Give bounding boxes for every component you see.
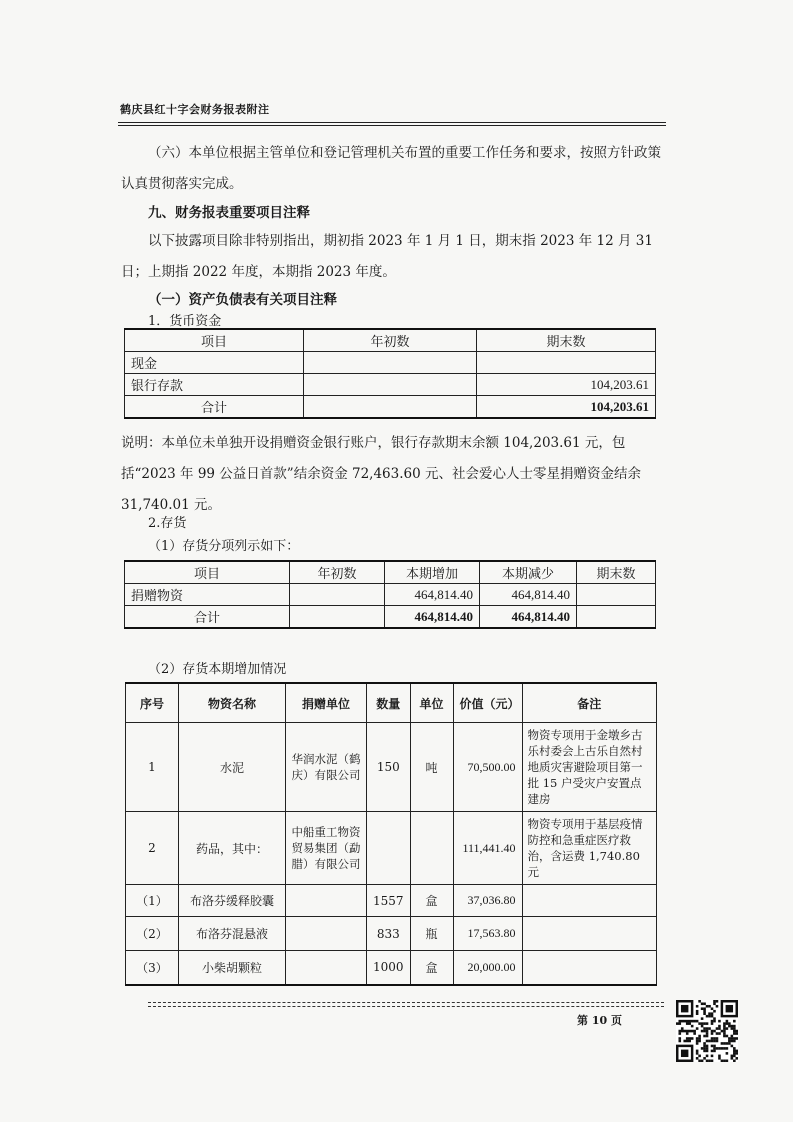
table-row bbox=[126, 723, 657, 812]
subsection-1-heading: （一）资产负债表有关项目注释 bbox=[148, 292, 337, 308]
cell-no: （3） bbox=[126, 951, 179, 985]
cell-begin bbox=[304, 396, 477, 419]
cell-note bbox=[522, 951, 656, 985]
cell-qty: 833 bbox=[367, 917, 411, 951]
cell-donor bbox=[286, 885, 367, 917]
cell-qty: 1000 bbox=[367, 951, 411, 985]
qr-code-icon bbox=[676, 1000, 738, 1062]
cell-value: 20,000.00 bbox=[453, 951, 522, 985]
cell-increase: 464,814.40 bbox=[385, 584, 480, 606]
table-total-row bbox=[125, 396, 656, 419]
cell-qty: 1557 bbox=[367, 885, 411, 917]
paragraph-task-completion: （六）本单位根据主管单位和登记管理机关布置的重要工作任务和要求，按照方针政策认真贯彻落实完成。 bbox=[121, 145, 661, 192]
col-header-increase: 本期增加 bbox=[385, 561, 480, 584]
table-header-row bbox=[125, 329, 656, 352]
cell-unit: 盒 bbox=[410, 885, 453, 917]
inventory-additions-table bbox=[125, 682, 657, 986]
cell-end bbox=[577, 584, 656, 606]
table-row bbox=[125, 374, 656, 396]
section-9-heading: 九、财务报表重要项目注释 bbox=[148, 205, 310, 221]
cell-end: 104,203.61 bbox=[477, 396, 656, 419]
col-header-name: 物资名称 bbox=[179, 683, 286, 723]
cash-table bbox=[124, 328, 656, 419]
cell-note: 物资专项用于金墩乡古乐村委会上古乐自然村地质灾害避险项目第一批 15 户受灾户安置点建房 bbox=[522, 723, 656, 812]
col-header-begin: 年初数 bbox=[290, 561, 385, 584]
cell-end bbox=[577, 606, 656, 629]
col-header-no: 序号 bbox=[126, 683, 179, 723]
header-rule-thin bbox=[118, 125, 666, 126]
col-header-end: 期末数 bbox=[477, 329, 656, 352]
table-row bbox=[125, 352, 656, 374]
table-header-row bbox=[125, 561, 656, 584]
col-header-decrease: 本期减少 bbox=[480, 561, 577, 584]
col-header-value: 价值（元） bbox=[453, 683, 522, 723]
cell-item: 现金 bbox=[125, 352, 304, 374]
cell-name: 布洛芬缓释胶囊 bbox=[179, 885, 286, 917]
cell-no: 2 bbox=[126, 812, 179, 885]
cell-begin bbox=[304, 352, 477, 374]
cell-decrease: 464,814.40 bbox=[480, 606, 577, 629]
cell-donor: 华润水泥（鹤庆）有限公司 bbox=[286, 723, 367, 812]
cell-note bbox=[522, 885, 656, 917]
cell-donor bbox=[286, 917, 367, 951]
cell-unit bbox=[410, 812, 453, 885]
cell-value: 111,441.40 bbox=[453, 812, 522, 885]
cell-item: 合计 bbox=[125, 606, 290, 629]
cell-no: （2） bbox=[126, 917, 179, 951]
cell-item: 银行存款 bbox=[125, 374, 304, 396]
table-header-row bbox=[126, 683, 657, 723]
col-header-item: 项目 bbox=[125, 561, 290, 584]
cell-name: 水泥 bbox=[179, 723, 286, 812]
cell-value: 17,563.80 bbox=[453, 917, 522, 951]
footer-rule-2 bbox=[148, 1006, 664, 1007]
col-header-qty: 数量 bbox=[367, 683, 411, 723]
cell-value: 70,500.00 bbox=[453, 723, 522, 812]
cell-donor bbox=[286, 951, 367, 985]
col-header-end: 期末数 bbox=[577, 561, 656, 584]
col-header-unit: 单位 bbox=[410, 683, 453, 723]
col-header-note: 备注 bbox=[522, 683, 656, 723]
col-header-begin: 年初数 bbox=[304, 329, 477, 352]
footer-rule bbox=[148, 1002, 664, 1003]
cell-begin bbox=[290, 584, 385, 606]
table-row bbox=[126, 951, 657, 985]
cell-note bbox=[522, 917, 656, 951]
table-row bbox=[126, 812, 657, 885]
cell-item: 捐赠物资 bbox=[125, 584, 290, 606]
table-row bbox=[126, 885, 657, 917]
item-2-heading: 2.存货 bbox=[148, 516, 187, 531]
running-header: 鹤庆县红十字会财务报表附注 bbox=[120, 103, 270, 116]
inventory-subheading-1: （1）存货分项列示如下： bbox=[148, 539, 300, 554]
cell-unit: 瓶 bbox=[410, 917, 453, 951]
cell-unit: 盒 bbox=[410, 951, 453, 985]
cell-value: 37,036.80 bbox=[453, 885, 522, 917]
cell-end bbox=[477, 352, 656, 374]
cell-unit: 吨 bbox=[410, 723, 453, 812]
cell-increase: 464,814.40 bbox=[385, 606, 480, 629]
cell-begin bbox=[290, 606, 385, 629]
cell-decrease: 464,814.40 bbox=[480, 584, 577, 606]
cell-begin bbox=[304, 374, 477, 396]
cell-note: 物资专项用于基层疫情防控和急重症医疗救治，含运费 1,740.80 元 bbox=[522, 812, 656, 885]
header-rule bbox=[118, 122, 666, 123]
col-header-donor: 捐赠单位 bbox=[286, 683, 367, 723]
col-header-item: 项目 bbox=[125, 329, 304, 352]
cell-qty: 150 bbox=[367, 723, 411, 812]
table-row bbox=[125, 584, 656, 606]
page-number: 第 10 页 bbox=[577, 1014, 622, 1027]
cell-item: 合计 bbox=[125, 396, 304, 419]
cell-no: 1 bbox=[126, 723, 179, 812]
cell-name: 药品，其中： bbox=[179, 812, 286, 885]
table-total-row bbox=[125, 606, 656, 629]
inventory-table bbox=[124, 560, 656, 629]
cell-name: 布洛芬混悬液 bbox=[179, 917, 286, 951]
cell-name: 小柴胡颗粒 bbox=[179, 951, 286, 985]
cell-end: 104,203.61 bbox=[477, 374, 656, 396]
paragraph-cash-note: 说明：本单位未单独开设捐赠资金银行账户，银行存款期末余额 104,203.61 元，包括“2023 年 99 公益日首款”结余资金 72,463.60 元、社会爱心人士零星捐赠资金结余 31,740.01 元。 bbox=[121, 435, 641, 513]
item-1-heading: 1．货币资金 bbox=[148, 314, 222, 329]
cell-no: （1） bbox=[126, 885, 179, 917]
table-row bbox=[126, 917, 657, 951]
inventory-subheading-2: （2）存货本期增加情况 bbox=[148, 662, 287, 677]
cell-donor: 中船重工物资贸易集团（勐腊）有限公司 bbox=[286, 812, 367, 885]
cell-qty bbox=[367, 812, 411, 885]
paragraph-disclosure: 以下披露项目除非特别指出，期初指 2023 年 1 月 1 日，期末指 2023 年 12 月 31 日；上期指 2022 年度，本期指 2023 年度。 bbox=[121, 233, 653, 280]
